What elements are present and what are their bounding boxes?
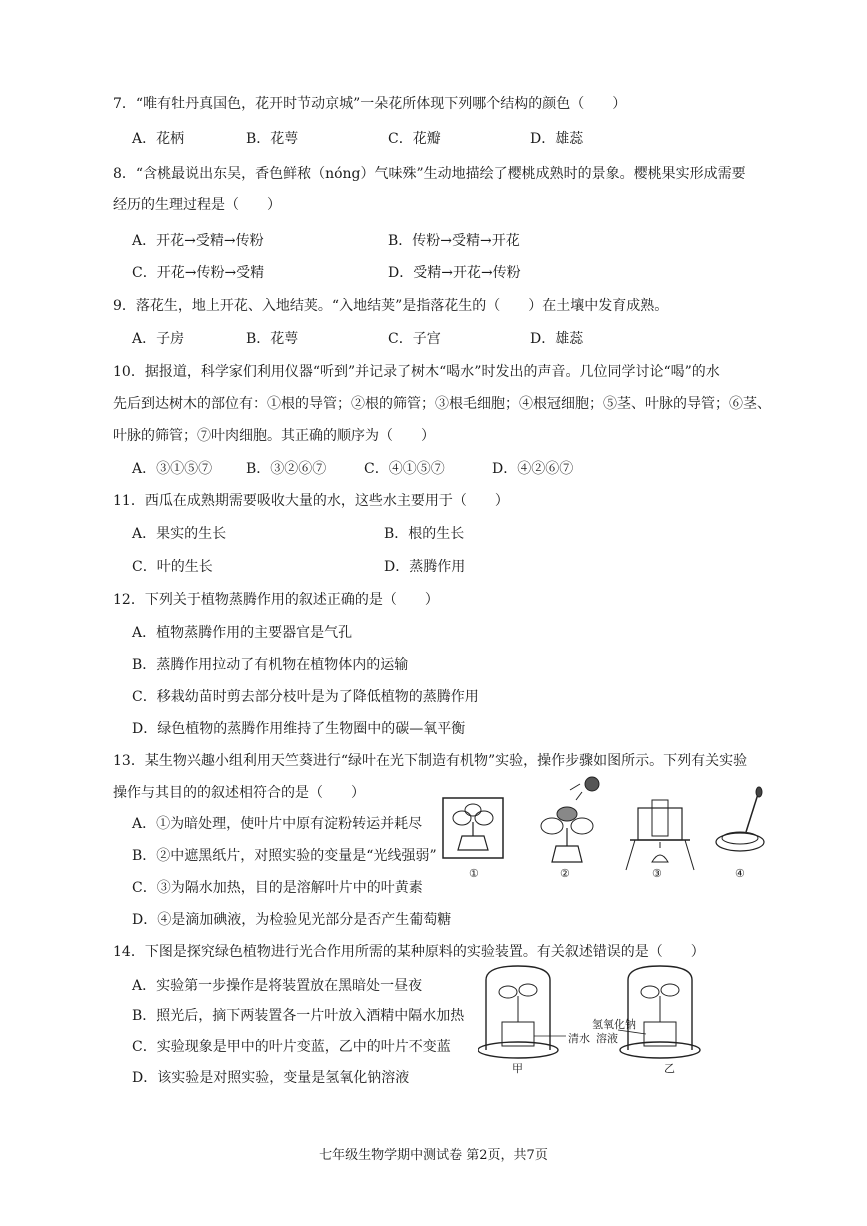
q14-apparatus-figure — [478, 960, 718, 1070]
q9-option-c[interactable]: C．子宫 — [388, 331, 441, 347]
dark-treatment-box-icon — [443, 798, 503, 858]
q11-stem: 11．西瓜在成熟期需要吸收大量的水，这些水主要用于（ ） — [113, 493, 509, 509]
q14-label-naoh-1: 氢氧化钠 — [592, 1018, 636, 1031]
q7-option-d[interactable]: D．雄蕊 — [530, 131, 584, 147]
q8-option-d[interactable]: D．受精→开花→传粉 — [388, 265, 521, 281]
q8-stem-line-1: 8．“含桃最说出东吴，香色鲜秾（nóng）气味殊”生动地描绘了樱桃成熟时的景象。樱桃果实形成需要 — [113, 166, 746, 182]
q13-fig-label-1: ① — [469, 867, 479, 880]
q9-option-d[interactable]: D．雄蕊 — [530, 331, 584, 347]
q7-option-b[interactable]: B．花萼 — [246, 131, 299, 147]
q14-label-water: 清水 — [568, 1032, 590, 1045]
q14-option-b[interactable]: B．照光后，摘下两装置各一片叶放入酒精中隔水加热 — [132, 1008, 465, 1024]
q7-option-a[interactable]: A．花柄 — [132, 131, 185, 147]
q8-option-a[interactable]: A．开花→受精→传粉 — [132, 233, 264, 249]
q11-option-a[interactable]: A．果实的生长 — [132, 526, 227, 542]
q7-stem: 7．“唯有牡丹真国色，花开时节动京城”一朵花所体现下列哪个结构的颜色（ ） — [113, 96, 627, 112]
q10-option-a[interactable]: A．③①⑤⑦ — [132, 461, 213, 477]
q14-option-a[interactable]: A．实验第一步操作是将装置放在黑暗处一昼夜 — [132, 978, 423, 994]
q11-option-c[interactable]: C．叶的生长 — [132, 559, 213, 575]
q13-option-b[interactable]: B．②中遮黑纸片，对照实验的变量是“光线强弱” — [132, 848, 437, 864]
q10-option-b[interactable]: B．③②⑥⑦ — [246, 461, 327, 477]
q13-option-c[interactable]: C．③为隔水加热，目的是溶解叶片中的叶黄素 — [132, 880, 423, 896]
q8-option-b[interactable]: B．传粉→受精→开花 — [388, 233, 520, 249]
iodine-dish-dropper-icon — [716, 787, 764, 851]
q13-fig-label-4: ④ — [735, 867, 745, 880]
page-footer: 七年级生物学期中测试卷 第2页，共7页 — [319, 1148, 548, 1163]
q13-option-a[interactable]: A．①为暗处理，使叶片中原有淀粉转运并耗尽 — [132, 816, 423, 832]
q14-stem: 14．下图是探究绿色植物进行光合作用所需的某种原料的实验装置。有关叙述错误的是（ ） — [113, 944, 705, 960]
q9-option-b[interactable]: B．花萼 — [246, 331, 299, 347]
q12-option-b[interactable]: B．蒸腾作用拉动了有机物在植物体内的运输 — [132, 657, 409, 673]
q13-stem-line-2: 操作与其目的的叙述相符合的是（ ） — [113, 785, 365, 801]
q14-option-d[interactable]: D．该实验是对照实验，变量是氢氧化钠溶液 — [132, 1070, 410, 1086]
q12-option-d[interactable]: D．绿色植物的蒸腾作用维持了生物圈中的碳—氧平衡 — [132, 721, 466, 737]
q12-option-c[interactable]: C．移栽幼苗时剪去部分枝叶是为了降低植物的蒸腾作用 — [132, 689, 479, 705]
q13-option-d[interactable]: D．④是滴加碘液，为检验见光部分是否产生葡萄糖 — [132, 912, 452, 928]
q11-option-d[interactable]: D．蒸腾作用 — [384, 559, 466, 575]
q13-fig-label-2: ② — [560, 867, 570, 880]
q9-option-a[interactable]: A．子房 — [132, 331, 185, 347]
q8-stem-line-2: 经历的生理过程是（ ） — [113, 197, 281, 213]
q14-label-jia: 甲 — [512, 1062, 523, 1075]
covered-leaf-plant-icon — [541, 807, 593, 862]
q14-label-naoh-2: 溶液 — [596, 1032, 618, 1045]
q10-option-c[interactable]: C．④①⑤⑦ — [364, 461, 445, 477]
q13-stem-line-1: 13．某生物兴趣小组利用天竺葵进行“绿叶在光下制造有机物”实验，操作步骤如图所示。下列有关实验 — [113, 753, 748, 769]
q10-stem-line-2: 先后到达树木的部位有：①根的导管；②根的筛管；③根毛细胞；④根冠细胞；⑤茎、叶脉的导管；⑥茎、 — [113, 396, 771, 412]
q14-label-yi: 乙 — [664, 1062, 675, 1075]
water-bath-heating-icon — [626, 800, 694, 870]
q14-option-c[interactable]: C．实验现象是甲中的叶片变蓝，乙中的叶片不变蓝 — [132, 1039, 451, 1055]
q10-option-d[interactable]: D．④②⑥⑦ — [492, 461, 574, 477]
q8-option-c[interactable]: C．开花→传粉→受精 — [132, 265, 265, 281]
q9-stem: 9．落花生，地上开花、入地结荚。“入地结荚”是指落花生的（ ）在土壤中发育成熟。 — [113, 298, 669, 314]
q12-stem: 12．下列关于植物蒸腾作用的叙述正确的是（ ） — [113, 592, 439, 608]
q10-stem-line-1: 10．据报道，科学家们利用仪器“听到”并记录了树木“喝水”时发出的声音。几位同学讨论“喝”的水 — [113, 364, 720, 380]
bell-jar-right-icon — [618, 966, 700, 1058]
q10-stem-line-3: 叶脉的筛管；⑦叶肉细胞。其正确的顺序为（ ） — [113, 428, 435, 444]
q13-fig-label-3: ③ — [652, 867, 662, 880]
q7-option-c[interactable]: C．花瓣 — [388, 131, 441, 147]
q11-option-b[interactable]: B．根的生长 — [384, 526, 465, 542]
q12-option-a[interactable]: A．植物蒸腾作用的主要器官是气孔 — [132, 625, 353, 641]
bell-jar-left-icon — [478, 966, 566, 1058]
sun-icon — [570, 777, 599, 800]
q13-experiment-figure — [440, 770, 770, 880]
